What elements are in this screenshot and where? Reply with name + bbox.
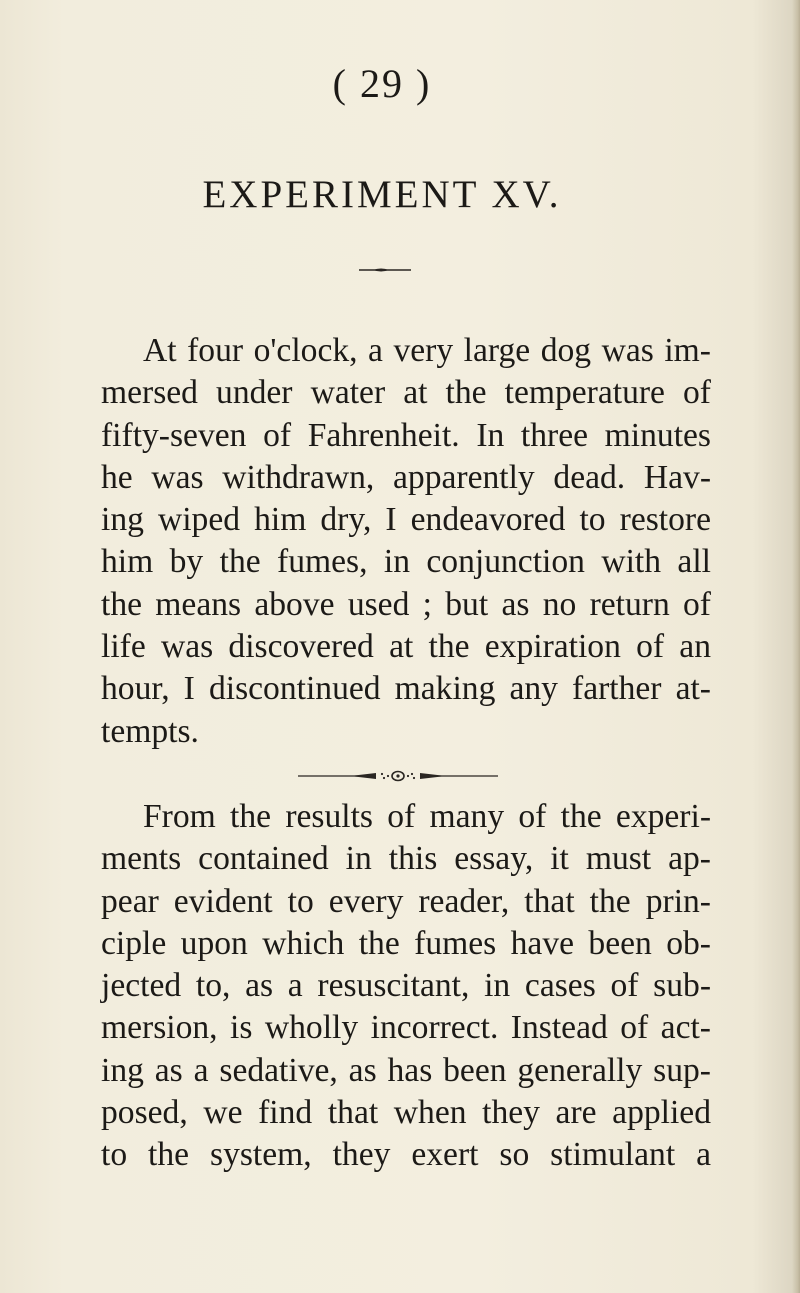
- text-line: At four o'clock, a very large dog was im-: [143, 332, 711, 369]
- section-heading: EXPERIMENT XV.: [202, 173, 562, 216]
- text-line: ing as a sedative, as has been generally sup-: [101, 1051, 711, 1089]
- text-line: mersed under water at the temperature of: [101, 374, 711, 412]
- text-line: posed, we find that when they are applied: [101, 1094, 711, 1132]
- text-line: ciple upon which the fumes have been ob-: [101, 924, 711, 962]
- heading-divider-rule: [359, 266, 411, 274]
- page-number: ( 29 ): [332, 61, 432, 106]
- text-line: tempts.: [101, 712, 199, 750]
- paragraph-conclusion: [101, 796, 711, 1177]
- text-line: ments contained in this essay, it must ap-: [101, 840, 711, 878]
- ornamental-divider: [298, 769, 498, 783]
- text-line: him by the fumes, in conjunction with all: [101, 543, 711, 581]
- text-line: hour, I discontinued making any farther at-: [101, 670, 711, 708]
- text-line: he was withdrawn, apparently dead. Hav-: [101, 458, 711, 496]
- text-line: life was discovered at the expiration of an: [101, 628, 711, 666]
- text-line: From the results of many of the experi-: [143, 798, 711, 835]
- page-edge-shadow: [792, 0, 800, 1293]
- paragraph-experiment-description: [101, 330, 711, 753]
- text-line: fifty-seven of Fahrenheit. In three minutes: [101, 416, 711, 454]
- text-line: jected to, as a resuscitant, in cases of sub-: [101, 967, 711, 1005]
- text-line: to the system, they exert so stimulant a: [101, 1136, 711, 1174]
- text-line: the means above used ; but as no return of: [101, 585, 711, 623]
- text-line: pear evident to every reader, that the prin-: [101, 882, 711, 920]
- text-line: ing wiped him dry, I endeavored to restore: [101, 501, 711, 539]
- text-line: mersion, is wholly incorrect. Instead of act-: [101, 1009, 711, 1047]
